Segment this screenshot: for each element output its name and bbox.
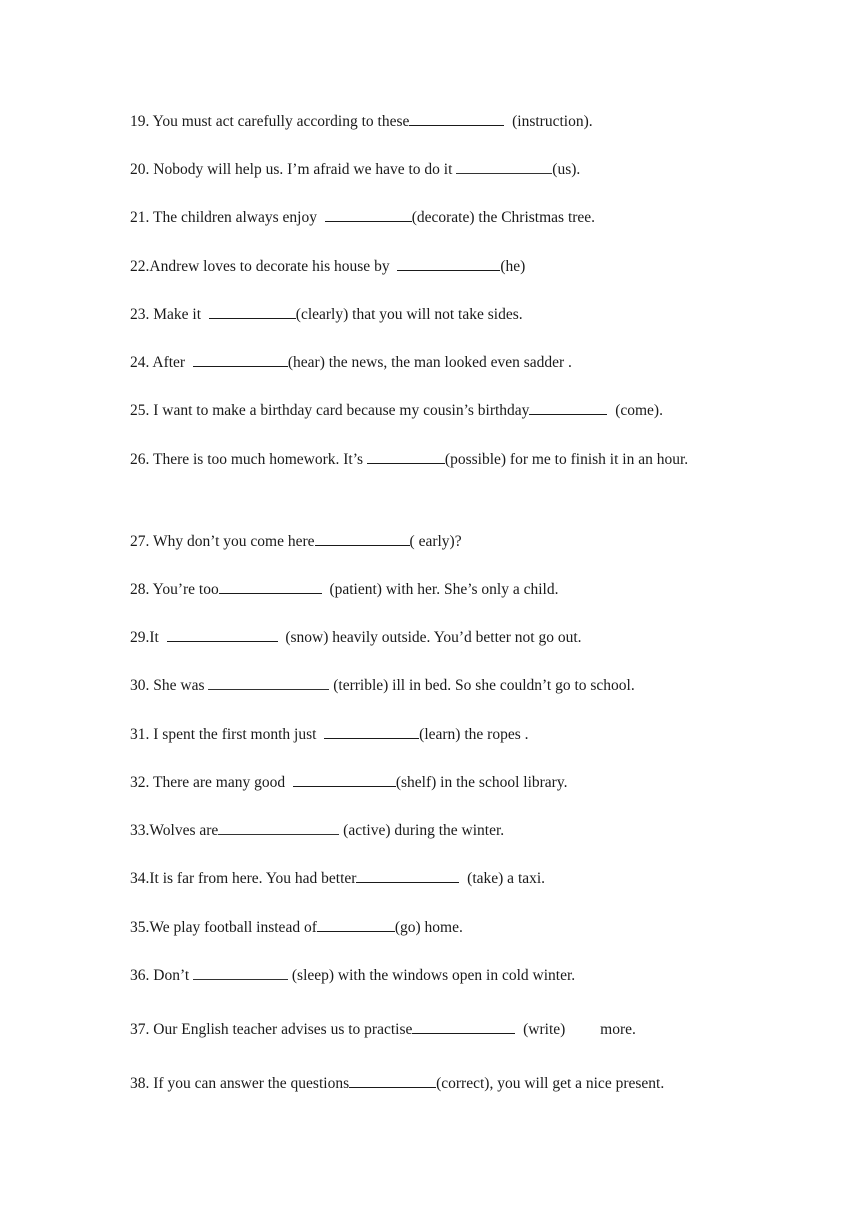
answer-blank-37[interactable] bbox=[412, 1020, 515, 1034]
question-35: 35.We play football instead of (go) home. bbox=[130, 919, 463, 936]
question-38: 38. If you can answer the questions (correct), you will get a nice present. bbox=[130, 1075, 665, 1092]
question-24: 24. After (hear) the news, the man looked even sadder . bbox=[130, 354, 572, 371]
question-22: 22.Andrew loves to decorate his house by (he) bbox=[130, 258, 526, 275]
answer-blank-22[interactable] bbox=[397, 257, 500, 271]
question-29: 29.It (snow) heavily outside. You’d better not go out. bbox=[130, 629, 582, 646]
question-33: 33.Wolves are (active) during the winter. bbox=[130, 822, 505, 839]
question-34: 34.It is far from here. You had better (take) a taxi. bbox=[130, 870, 546, 887]
answer-blank-20[interactable] bbox=[456, 160, 552, 174]
answer-blank-24[interactable] bbox=[193, 353, 288, 367]
question-21: 21. The children always enjoy (decorate) the Christmas tree. bbox=[130, 209, 596, 226]
question-25: 25. I want to make a birthday card because my cousin’s birthday (come). bbox=[130, 402, 663, 419]
answer-blank-38[interactable] bbox=[349, 1074, 436, 1088]
question-32: 32. There are many good (shelf) in the school library. bbox=[130, 774, 568, 791]
answer-blank-33[interactable] bbox=[218, 821, 339, 835]
question-30: 30. She was (terrible) ill in bed. So she couldn’t go to school. bbox=[130, 677, 635, 694]
answer-blank-35[interactable] bbox=[317, 918, 395, 932]
question-36: 36. Don’t (sleep) with the windows open in cold winter. bbox=[130, 967, 576, 984]
answer-blank-26[interactable] bbox=[367, 450, 445, 464]
question-20: 20. Nobody will help us. I’m afraid we have to do it (us). bbox=[130, 161, 581, 178]
answer-blank-28[interactable] bbox=[219, 580, 322, 594]
answer-blank-27[interactable] bbox=[315, 532, 410, 546]
question-19: 19. You must act carefully according to these (instruction). bbox=[130, 113, 593, 130]
question-26: 26. There is too much homework. It’s (possible) for me to finish it in an hour. bbox=[130, 451, 689, 468]
answer-blank-32[interactable] bbox=[293, 773, 396, 787]
answer-blank-21[interactable] bbox=[325, 208, 412, 222]
question-28: 28. You’re too (patient) with her. She’s only a child. bbox=[130, 581, 559, 598]
answer-blank-23[interactable] bbox=[209, 305, 296, 319]
question-31: 31. I spent the first month just (learn) the ropes . bbox=[130, 726, 529, 743]
answer-blank-36[interactable] bbox=[193, 966, 288, 980]
question-23: 23. Make it (clearly) that you will not take sides. bbox=[130, 306, 523, 323]
question-37: 37. Our English teacher advises us to practise (write) more. bbox=[130, 1021, 636, 1038]
answer-blank-25[interactable] bbox=[529, 401, 607, 415]
answer-blank-34[interactable] bbox=[356, 869, 459, 883]
answer-blank-31[interactable] bbox=[324, 725, 419, 739]
question-27: 27. Why don’t you come here ( early)? bbox=[130, 533, 462, 550]
answer-blank-19[interactable] bbox=[409, 112, 504, 126]
answer-blank-30[interactable] bbox=[208, 676, 329, 690]
answer-blank-29[interactable] bbox=[167, 628, 278, 642]
